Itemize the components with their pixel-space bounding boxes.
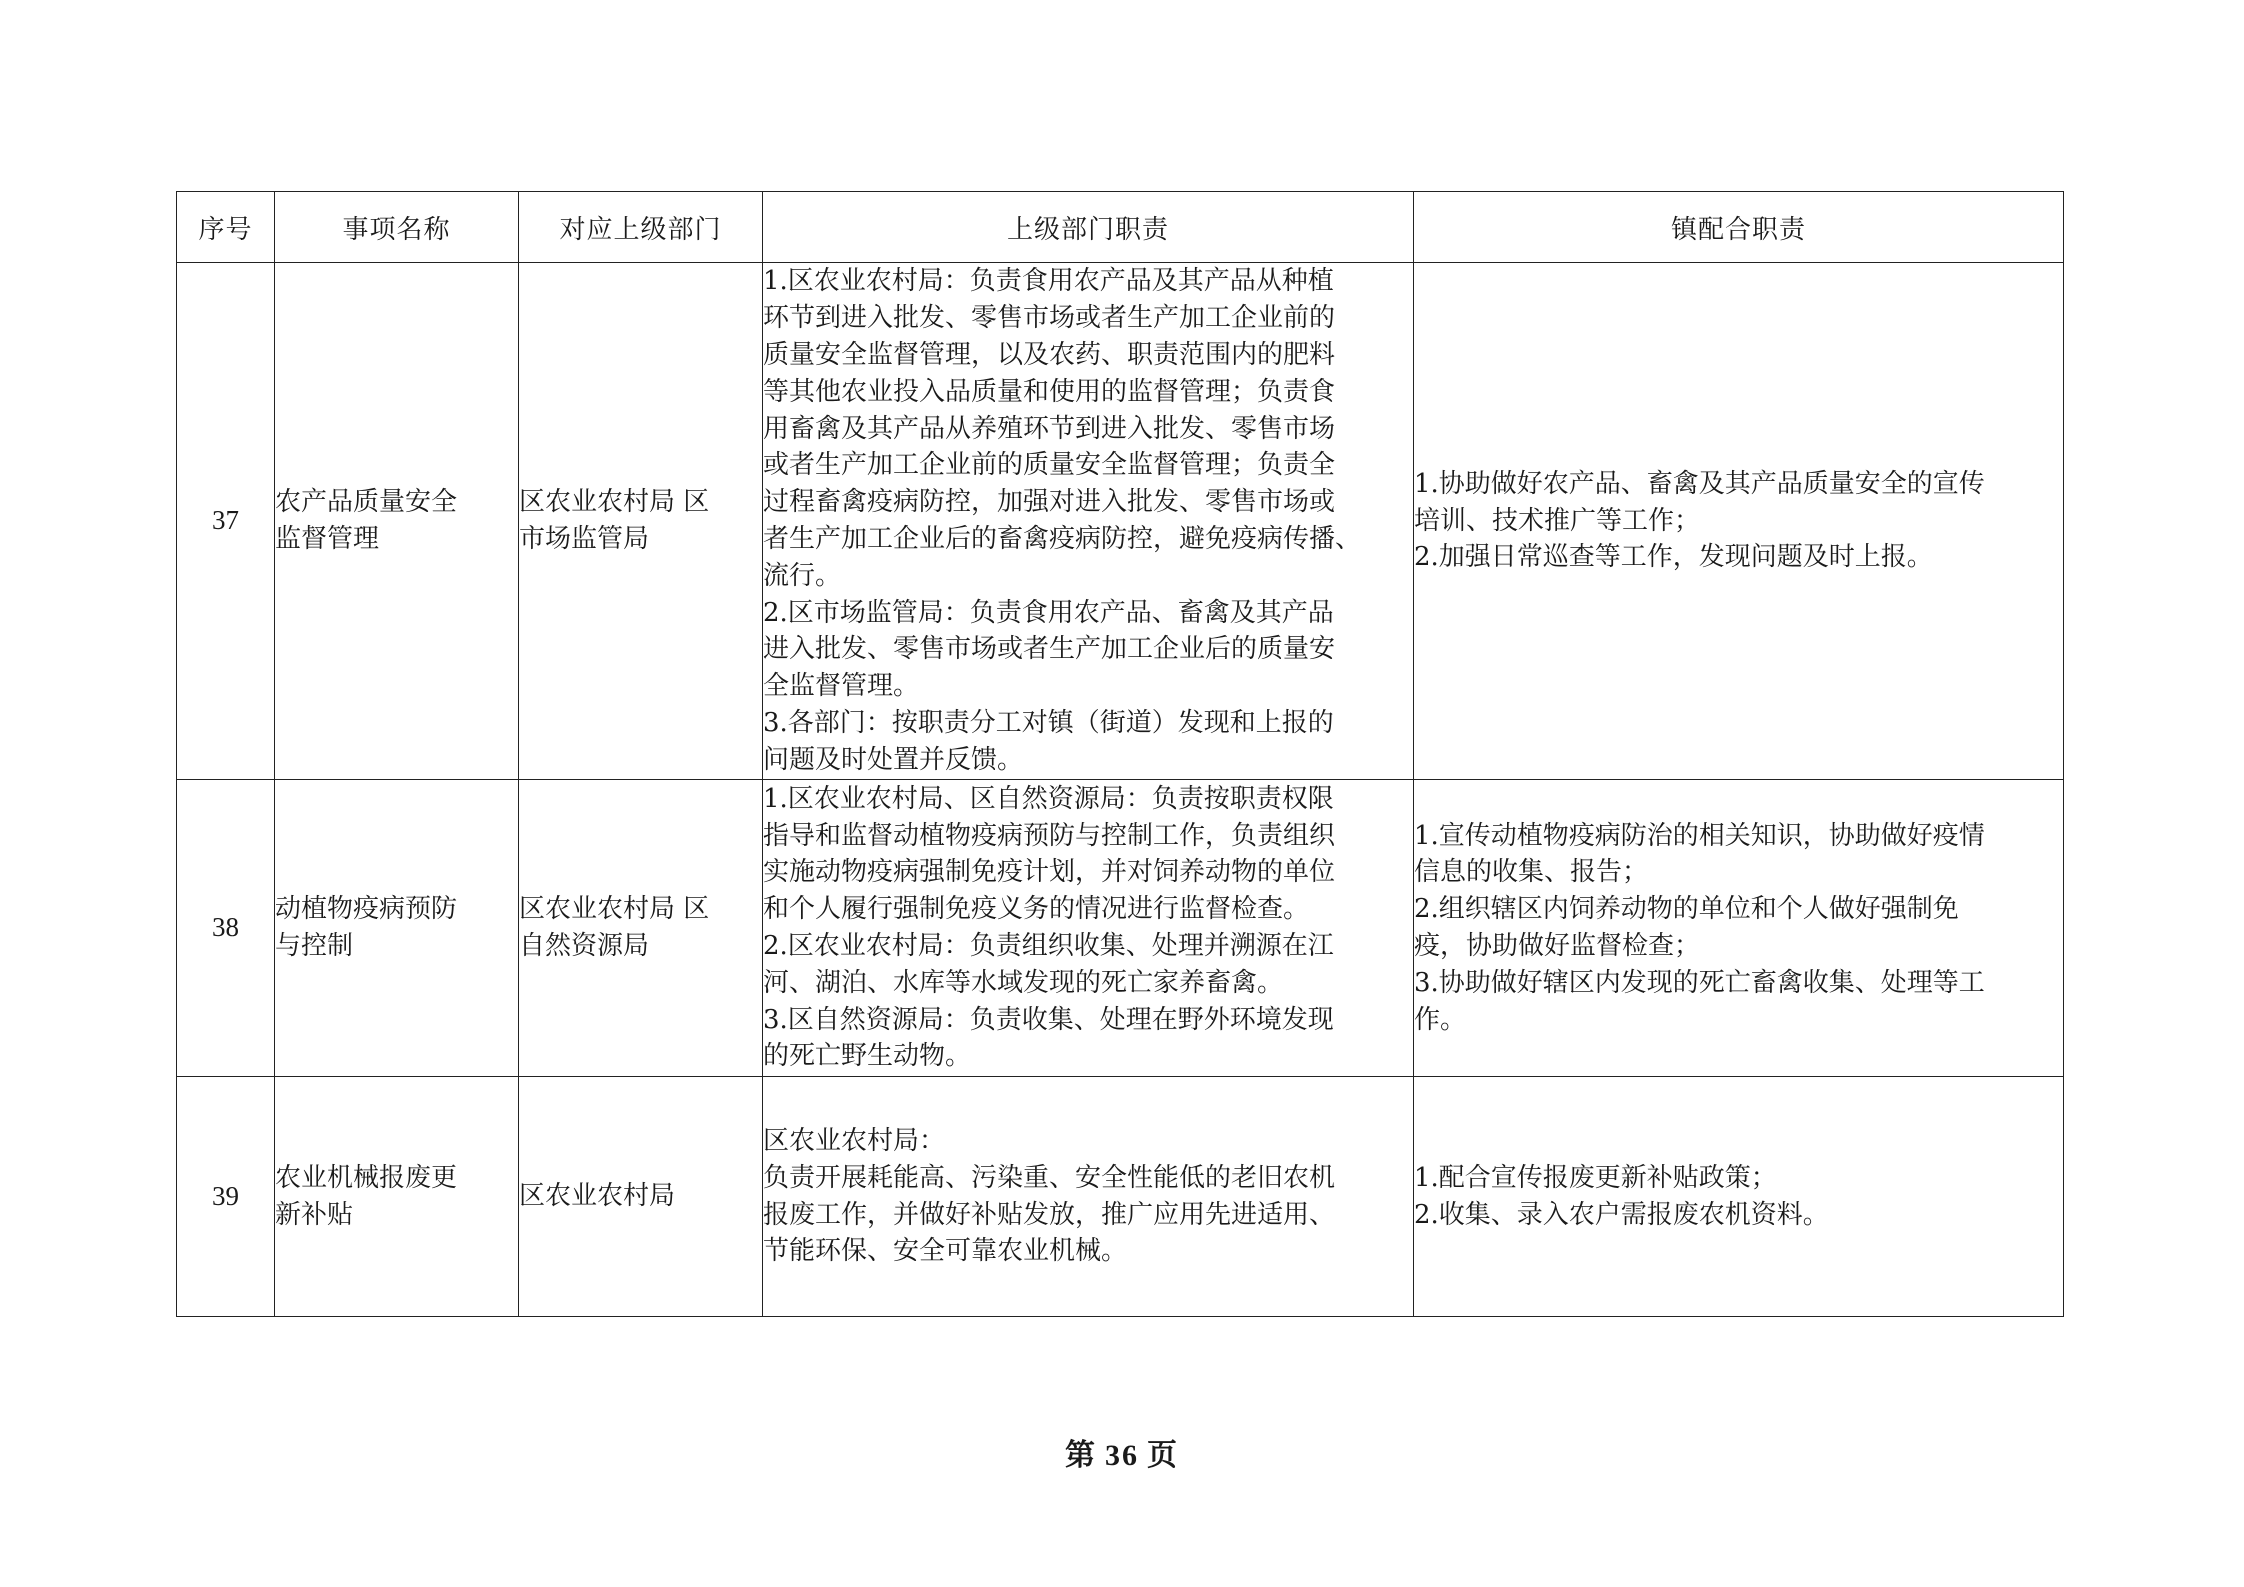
town-duty-cell-line: 2.加强日常巡查等工作，发现问题及时上报。 xyxy=(1414,542,1933,573)
upper-duty-cell-line: 全监督管理。 xyxy=(763,671,920,702)
town-duty-cell-line: 2.收集、录入农户需报废农机资料。 xyxy=(1414,1199,1829,1230)
header-town-duty: 镇配合职责 xyxy=(1414,192,2064,263)
table-row xyxy=(177,263,2064,780)
upper-dept-cell xyxy=(519,780,763,1077)
town-duty-cell-line: 信息的收集、报告； xyxy=(1414,857,1649,888)
table-header-row xyxy=(177,192,2064,263)
item-name-cell xyxy=(275,1077,519,1317)
upper-duty-cell-line: 或者生产加工企业前的质量安全监督管理；负责全 xyxy=(763,450,1336,481)
upper-dept-cell xyxy=(519,1077,763,1317)
seq-number: 38 xyxy=(212,912,239,943)
item-name-cell-line: 动植物疫病预防 xyxy=(275,894,458,925)
item-name-cell-line: 农业机械报废更 xyxy=(275,1162,458,1193)
upper-duty-cell-line: 质量安全监督管理，以及农药、职责范围内的肥料 xyxy=(763,340,1336,371)
upper-duty-cell-line: 3.各部门：按职责分工对镇（街道）发现和上报的 xyxy=(763,707,1334,738)
town-duty-cell-line: 1.宣传动植物疫病防治的相关知识，协助做好疫情 xyxy=(1414,820,1985,851)
upper-duty-cell-line: 过程畜禽疫病防控，加强对进入批发、零售市场或 xyxy=(763,487,1336,518)
seq-cell xyxy=(177,263,275,780)
upper-duty-cell-line: 者生产加工企业后的畜禽疫病防控，避免疫病传播、 xyxy=(763,524,1362,554)
duty-table xyxy=(176,191,2064,1317)
item-name-cell xyxy=(275,263,519,780)
town-duty-cell-line: 3.协助做好辖区内发现的死亡畜禽收集、处理等工 xyxy=(1414,967,1985,998)
upper-dept-cell-line: 区农业农村局 区 xyxy=(519,487,710,518)
table-row xyxy=(177,780,2064,1077)
upper-duty-cell-line: 报废工作，并做好补贴发放，推广应用先进适用、 xyxy=(763,1199,1336,1230)
upper-duty-cell-line: 等其他农业投入品质量和使用的监督管理；负责食 xyxy=(763,376,1336,407)
page-number-prefix: 第 xyxy=(1065,1438,1097,1473)
upper-duty-cell-line: 流行。 xyxy=(763,560,842,591)
item-name-cell-line: 监督管理 xyxy=(275,524,380,554)
table-row xyxy=(177,1077,2064,1317)
upper-duty-cell xyxy=(763,263,1414,780)
town-duty-cell-line: 1.协助做好农产品、畜禽及其产品质量安全的宣传 xyxy=(1414,468,1985,499)
town-duty-cell-line: 作。 xyxy=(1414,1004,1467,1035)
town-duty-cell xyxy=(1414,263,2064,780)
page-number-value: 36 xyxy=(1105,1439,1139,1472)
town-duty-cell xyxy=(1414,1077,2064,1317)
town-duty-cell-line: 2.组织辖区内饲养动物的单位和个人做好强制免 xyxy=(1414,894,1959,925)
upper-dept-cell-line: 市场监管局 xyxy=(519,524,650,554)
page-number xyxy=(0,1430,2244,1474)
upper-duty-cell-line: 1.区农业农村局、区自然资源局：负责按职责权限 xyxy=(763,783,1334,814)
upper-dept-cell xyxy=(519,263,763,780)
upper-dept-cell-line: 区农业农村局 区 xyxy=(519,894,710,925)
upper-duty-cell xyxy=(763,780,1414,1077)
page-number-suffix: 页 xyxy=(1147,1438,1179,1473)
upper-duty-cell-line: 2.区市场监管局：负责食用农产品、畜禽及其产品 xyxy=(763,597,1334,628)
header-upper-duty: 上级部门职责 xyxy=(763,192,1414,263)
upper-duty-cell-line: 实施动物疫病强制免疫计划，并对饲养动物的单位 xyxy=(763,857,1336,888)
item-name-cell xyxy=(275,780,519,1077)
upper-duty-cell-line: 进入批发、零售市场或者生产加工企业后的质量安 xyxy=(763,634,1336,665)
upper-duty-cell-line: 问题及时处置并反馈。 xyxy=(763,744,1024,775)
upper-duty-cell-line: 环节到进入批发、零售市场或者生产加工企业前的 xyxy=(763,303,1336,334)
upper-duty-cell-line: 和个人履行强制免疫义务的情况进行监督检查。 xyxy=(763,894,1310,925)
seq-number: 37 xyxy=(212,505,239,536)
upper-duty-cell xyxy=(763,1077,1414,1317)
upper-duty-cell-line: 的死亡野生动物。 xyxy=(763,1041,972,1072)
upper-duty-cell-line: 用畜禽及其产品从养殖环节到进入批发、零售市场 xyxy=(763,413,1336,444)
upper-duty-cell-line: 2.区农业农村局：负责组织收集、处理并溯源在江 xyxy=(763,931,1334,961)
upper-duty-cell-line: 1.区农业农村局：负责食用农产品及其产品从种植 xyxy=(763,266,1334,297)
town-duty-cell-line: 培训、技术推广等工作； xyxy=(1414,505,1701,536)
upper-duty-cell-line: 节能环保、安全可靠农业机械。 xyxy=(763,1236,1128,1267)
upper-duty-cell-line: 负责开展耗能高、污染重、安全性能低的老旧农机 xyxy=(763,1162,1336,1193)
town-duty-cell xyxy=(1414,780,2064,1077)
town-duty-cell-line: 1.配合宣传报废更新补贴政策； xyxy=(1414,1162,1777,1193)
item-name-cell-line: 农产品质量安全 xyxy=(275,487,458,518)
header-seq: 序号 xyxy=(177,192,275,263)
header-item-name: 事项名称 xyxy=(275,192,519,263)
item-name-cell-line: 与控制 xyxy=(275,931,354,961)
seq-number: 39 xyxy=(212,1180,239,1211)
town-duty-cell-line: 疫，协助做好监督检查； xyxy=(1414,931,1701,961)
upper-dept-cell-line: 区农业农村局 xyxy=(519,1181,676,1212)
upper-duty-cell-line: 区农业农村局： xyxy=(763,1125,946,1156)
upper-dept-cell-line: 自然资源局 xyxy=(519,931,650,961)
upper-duty-cell-line: 3.区自然资源局：负责收集、处理在野外环境发现 xyxy=(763,1004,1334,1035)
seq-cell xyxy=(177,1077,275,1317)
upper-duty-cell-line: 指导和监督动植物疫病预防与控制工作，负责组织 xyxy=(763,820,1336,851)
seq-cell xyxy=(177,780,275,1077)
header-upper-dept: 对应上级部门 xyxy=(519,192,763,263)
item-name-cell-line: 新补贴 xyxy=(275,1199,354,1230)
upper-duty-cell-line: 河、湖泊、水库等水域发现的死亡家养畜禽。 xyxy=(763,967,1284,998)
